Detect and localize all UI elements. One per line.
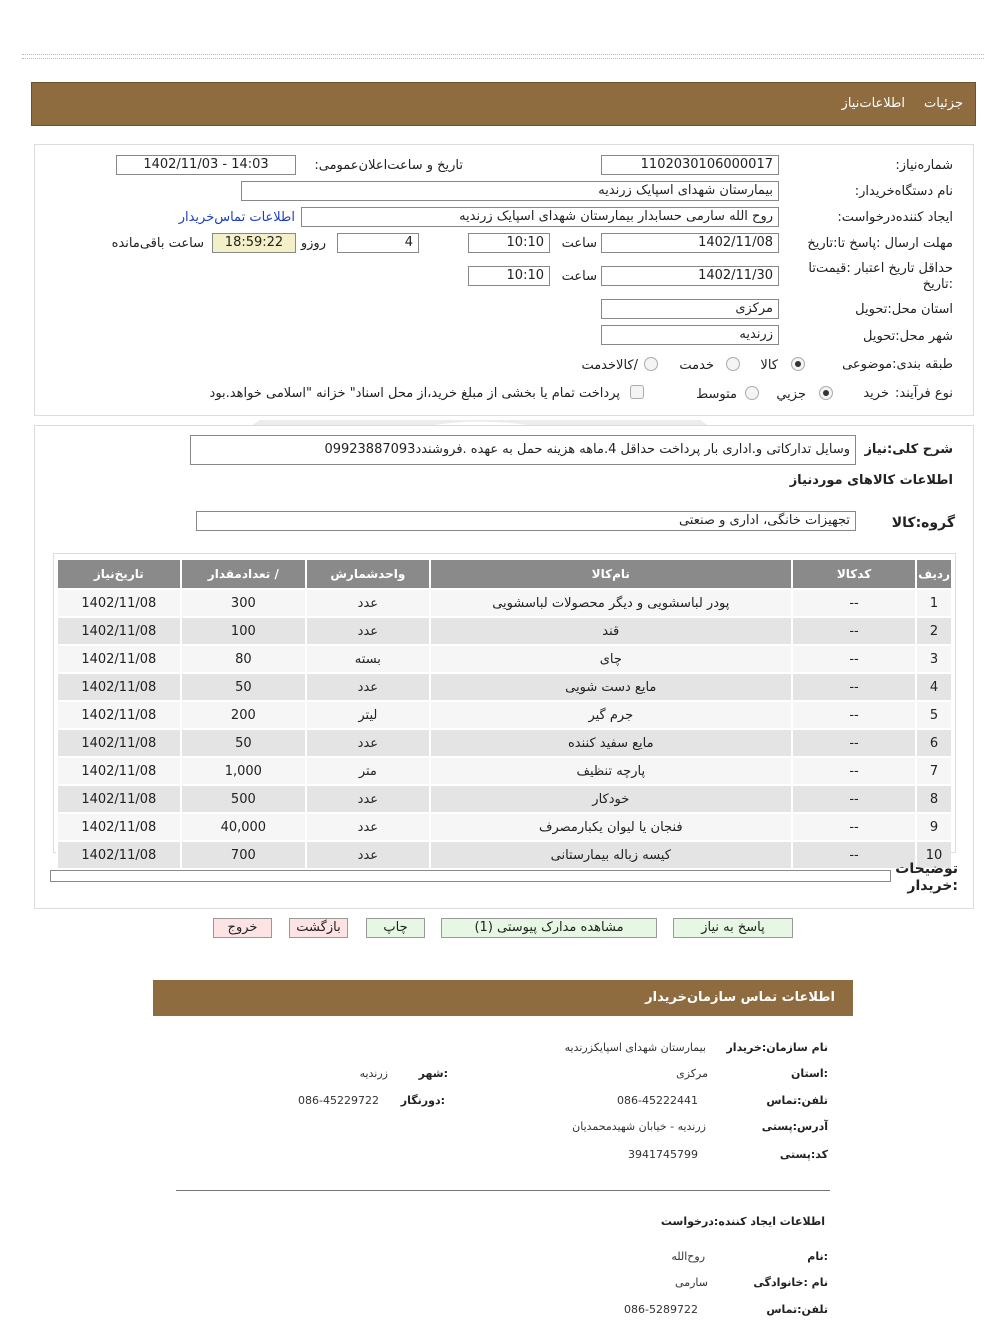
cell-row-number: 9 <box>915 814 951 840</box>
process-medium-label: متوسط <box>696 387 737 402</box>
category-goods-service-label: /کالاخدمت <box>581 358 638 373</box>
cell-quantity: 80 <box>180 646 305 672</box>
process-medium-radio[interactable] <box>745 386 759 400</box>
table-row <box>56 814 951 840</box>
category-label: طبقه بندی:موضوعی <box>842 357 953 372</box>
deadline-time-label: ساعت <box>561 236 597 251</box>
requester-label: ایجاد کننده‌درخواست: <box>837 210 953 225</box>
group-field: تجهیزات خانگی، اداری و صنعتی <box>196 511 856 531</box>
reply-button[interactable]: پاسخ به نیاز <box>673 918 793 938</box>
cell-item-code: -- <box>791 646 915 672</box>
cell-quantity: 1,000 <box>180 758 305 784</box>
col-need-date: تاریخ‌نیاز <box>56 560 180 588</box>
cell-row-number: 5 <box>915 702 951 728</box>
cell-item-name: چای <box>429 646 791 672</box>
contact-province-label: :استان <box>791 1067 828 1080</box>
contact-header <box>153 980 853 1016</box>
cell-unit: بسته <box>305 646 429 672</box>
city-field: زرندیه <box>601 325 779 345</box>
cell-row-number: 10 <box>915 842 951 868</box>
contact-org-value: بیمارستان شهدای اسپایکزرندیه <box>564 1041 706 1054</box>
cell-unit: عدد <box>305 590 429 616</box>
announce-label: تاریخ و ساعت‌اعلان‌عمومی: <box>314 158 463 173</box>
cell-unit: متر <box>305 758 429 784</box>
cell-need-date: 1402/11/08 <box>56 646 180 672</box>
buyer-contact-link[interactable]: اطلاعات تماس‌خریدار <box>178 210 295 225</box>
cell-item-code: -- <box>791 702 915 728</box>
process-minor-radio[interactable] <box>819 386 833 400</box>
cell-item-code: -- <box>791 786 915 812</box>
validity-label: حداقل تاریخ اعتبار :قیمت‌تا :تاریخ <box>808 261 953 292</box>
cell-row-number: 1 <box>915 590 951 616</box>
category-goods-label: کالا <box>760 358 778 373</box>
cell-row-number: 8 <box>915 786 951 812</box>
cell-row-number: 3 <box>915 646 951 672</box>
group-label: گروه:کالا <box>891 515 955 531</box>
cell-row-number: 7 <box>915 758 951 784</box>
table-row <box>56 730 951 756</box>
cell-item-code: -- <box>791 618 915 644</box>
requester-field: روح الله سارمی حسابدار بیمارستان شهدای اسپایک زرندیه <box>301 207 779 227</box>
contact-postal-label: کد:پستی <box>779 1148 828 1161</box>
cell-quantity: 200 <box>180 702 305 728</box>
col-item-code: کدکالا <box>791 560 915 588</box>
cell-item-code: -- <box>791 758 915 784</box>
cell-item-name: قند <box>429 618 791 644</box>
creator-family-label: نام :خانوادگی <box>753 1276 828 1289</box>
col-unit: واحدشمارش <box>305 560 429 588</box>
need-number-label: شماره‌نیاز: <box>895 158 953 173</box>
validity-date-field: 1402/11/30 <box>601 266 779 286</box>
contact-city-value: زرندیه <box>359 1067 388 1080</box>
attachments-button[interactable]: مشاهده مدارک پیوستی (1) <box>441 918 657 938</box>
treasury-payment-note: پرداخت تمام یا بخشی از مبلغ خرید،از محل اسناد" خزانه "اسلامی خواهد.بود <box>209 386 620 401</box>
summary-field: وسایل تدارکاتی و.اداری بار پرداخت حداقل 4.ماهه هزینه حمل به عهده .فروشندد09923887093 <box>190 435 856 465</box>
category-service-label: خدمت <box>679 358 714 373</box>
summary-label: شرح کلی:نیاز <box>864 442 953 457</box>
contact-fax-label: :دورنگار <box>400 1094 445 1107</box>
cell-quantity: 700 <box>180 842 305 868</box>
cell-quantity: 40,000 <box>180 814 305 840</box>
items-table <box>56 558 951 870</box>
creator-title: اطلاعات ایجاد کننده:درخواست <box>660 1215 825 1228</box>
cell-need-date: 1402/11/08 <box>56 842 180 868</box>
cell-item-code: -- <box>791 842 915 868</box>
cell-unit: عدد <box>305 842 429 868</box>
creator-name-label: :نام <box>807 1250 828 1263</box>
cell-item-name: مایع سفید کننده <box>429 730 791 756</box>
cell-unit: عدد <box>305 618 429 644</box>
creator-family-value: سارمی <box>675 1276 708 1289</box>
category-goods-radio[interactable] <box>791 357 805 371</box>
cell-need-date: 1402/11/08 <box>56 702 180 728</box>
cell-unit: عدد <box>305 814 429 840</box>
col-row-number: ردیف <box>915 560 951 588</box>
creator-name-value: روح‌الله <box>671 1250 705 1263</box>
cell-item-name: مایع دست شویی <box>429 674 791 700</box>
cell-item-name: فنجان یا لیوان یکبارمصرف <box>429 814 791 840</box>
cell-quantity: 50 <box>180 674 305 700</box>
cell-item-code: -- <box>791 730 915 756</box>
col-quantity: / تعدادمقدار <box>180 560 305 588</box>
buyer-org-label: نام دستگاه‌خریدار: <box>854 184 953 199</box>
cell-unit: عدد <box>305 674 429 700</box>
contact-province-value: مرکزی <box>676 1067 708 1080</box>
remaining-time: 18:59:22 <box>212 233 296 253</box>
creator-phone-label: تلفن:تماس <box>766 1303 828 1316</box>
deadline-time-field: 10:10 <box>468 233 550 253</box>
contact-phone-value: 086-45222441 <box>617 1094 698 1107</box>
top-divider <box>22 54 984 59</box>
deadline-date-field: 1402/11/08 <box>601 233 779 253</box>
cell-need-date: 1402/11/08 <box>56 786 180 812</box>
table-row <box>56 590 951 616</box>
contact-divider <box>176 1190 830 1191</box>
category-goods-service-radio[interactable] <box>644 357 658 371</box>
deadline-label: مهلت ارسال :پاسخ تا:تاریخ <box>807 236 953 251</box>
col-item-name: نام‌کالا <box>429 560 791 588</box>
contact-address-label: آدرس:پستی <box>761 1120 828 1133</box>
validity-time-label: ساعت <box>561 269 597 284</box>
need-number-field: 1102030106000017 <box>601 155 779 175</box>
cell-item-code: -- <box>791 814 915 840</box>
cell-quantity: 50 <box>180 730 305 756</box>
page-header <box>31 82 976 126</box>
contact-city-label: :شهر <box>418 1067 448 1080</box>
details-link[interactable]: جزئیات <box>924 96 963 111</box>
province-label: استان محل:تحویل <box>855 302 953 317</box>
remaining-label: ساعت باقی‌مانده <box>111 236 204 251</box>
cell-quantity: 300 <box>180 590 305 616</box>
contact-title: اطلاعات تماس سازمان‌خریدار <box>645 990 835 1005</box>
buyer-org-field: بیمارستان شهدای اسپایک زرندیه <box>241 181 779 201</box>
cell-need-date: 1402/11/08 <box>56 814 180 840</box>
cell-item-name: کیسه زباله بیمارستانی <box>429 842 791 868</box>
cell-need-date: 1402/11/08 <box>56 590 180 616</box>
process-label: نوع فرآیند: <box>895 386 953 401</box>
city-label: شهر محل:تحویل <box>863 329 953 344</box>
province-field: مرکزی <box>601 299 779 319</box>
creator-phone-value: 086-5289722 <box>624 1303 698 1316</box>
cell-row-number: 6 <box>915 730 951 756</box>
announce-field: 1402/11/03 - 14:03 <box>116 155 296 175</box>
table-row <box>56 646 951 672</box>
cell-need-date: 1402/11/08 <box>56 618 180 644</box>
contact-fax-value: 086-45229722 <box>298 1094 379 1107</box>
cell-quantity: 100 <box>180 618 305 644</box>
contact-org-label: نام سازمان:خریدار <box>726 1041 828 1054</box>
table-row <box>56 758 951 784</box>
cell-need-date: 1402/11/08 <box>56 674 180 700</box>
exit-button[interactable]: خروج <box>213 918 272 938</box>
print-button[interactable]: چاپ <box>366 918 425 938</box>
cell-unit: لیتر <box>305 702 429 728</box>
back-button[interactable]: بازگشت <box>289 918 348 938</box>
days-label: روزو <box>300 236 326 251</box>
cell-unit: عدد <box>305 730 429 756</box>
table-row <box>56 842 951 868</box>
cell-row-number: 2 <box>915 618 951 644</box>
cell-item-code: -- <box>791 590 915 616</box>
cell-need-date: 1402/11/08 <box>56 758 180 784</box>
cell-item-code: -- <box>791 674 915 700</box>
cell-item-name: پارچه تنظیف <box>429 758 791 784</box>
process-minor-label: جزیي <box>776 387 806 402</box>
cell-unit: عدد <box>305 786 429 812</box>
treasury-payment-checkbox[interactable] <box>630 385 644 399</box>
page-title: اطلاعات‌نیاز <box>841 96 905 111</box>
cell-row-number: 4 <box>915 674 951 700</box>
process-buy-label: خرید <box>863 386 889 401</box>
cell-item-name: پودر لباسشویی و دیگر محصولات لباسشویی <box>429 590 791 616</box>
cell-item-name: جرم گیر <box>429 702 791 728</box>
validity-time-field: 10:10 <box>468 266 550 286</box>
table-row <box>56 786 951 812</box>
table-row <box>56 618 951 644</box>
days-field: 4 <box>337 233 419 253</box>
buyer-notes-field <box>50 870 891 882</box>
contact-address-value: زرندیه - خیابان شهیدمحمدیان <box>572 1120 706 1133</box>
buyer-notes-label: توضیحات :خریدار <box>895 861 958 894</box>
cell-quantity: 500 <box>180 786 305 812</box>
category-service-radio[interactable] <box>726 357 740 371</box>
contact-postal-value: 3941745799 <box>628 1148 698 1161</box>
items-heading: اطلاعات کالاهای موردنیاز <box>789 473 953 488</box>
table-row <box>56 702 951 728</box>
cell-need-date: 1402/11/08 <box>56 730 180 756</box>
table-row <box>56 674 951 700</box>
table-header-row <box>56 560 951 588</box>
cell-item-name: خودکار <box>429 786 791 812</box>
contact-phone-label: تلفن:تماس <box>766 1094 828 1107</box>
